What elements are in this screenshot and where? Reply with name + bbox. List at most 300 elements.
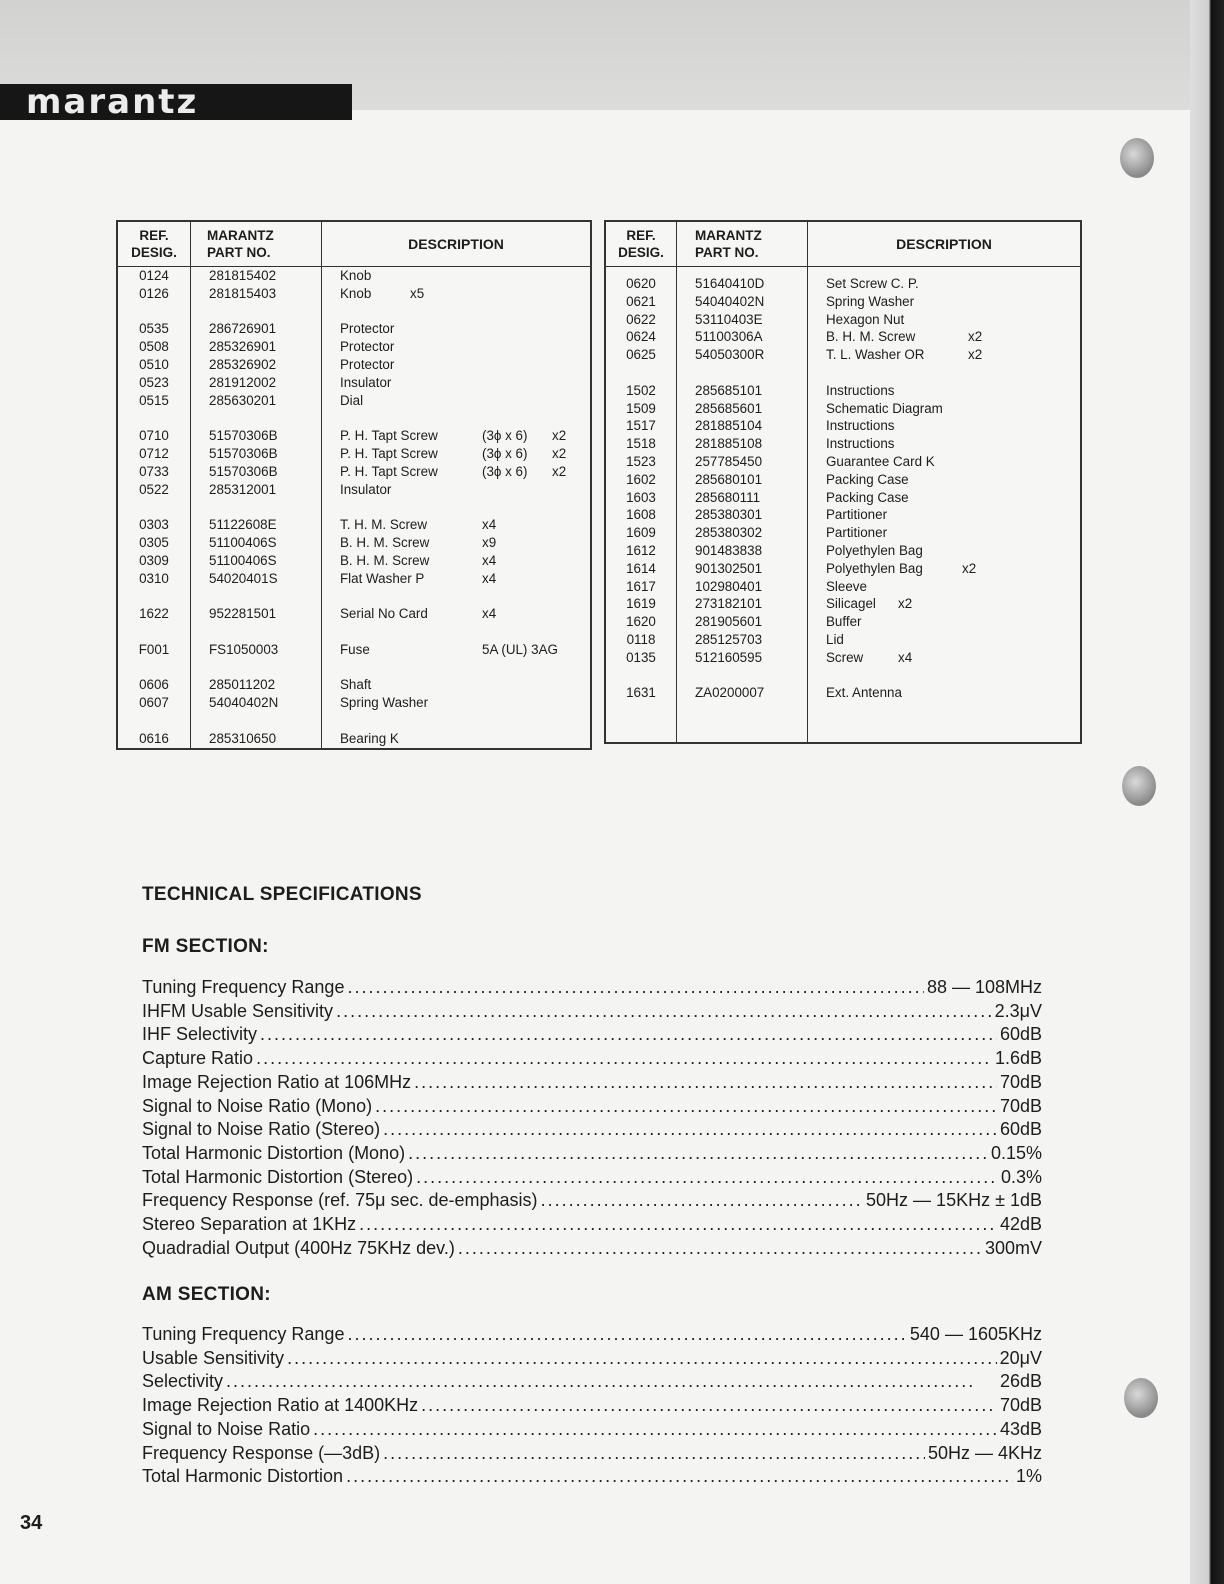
- description-text: B. H. M. Screw: [340, 534, 430, 550]
- part-number-cell: 285326901: [209, 339, 277, 355]
- part-number-cell: 51570306B: [209, 463, 278, 479]
- spec-row: [142, 976, 1042, 1000]
- ref-desig-cell: 0135: [626, 649, 656, 665]
- description-text: Fuse: [340, 641, 370, 657]
- description-text: Partitioner: [826, 525, 888, 541]
- description-cell: [322, 267, 590, 285]
- specs-title: TECHNICAL SPECIFICATIONS: [142, 884, 422, 905]
- spec-label: Quadradial Output (400Hz 75KHz dev.): [142, 1237, 455, 1258]
- quantity-text: x2: [898, 596, 913, 612]
- description-cell: [808, 328, 1080, 346]
- dot-leader: [260, 1023, 997, 1047]
- description-cell: [322, 303, 590, 321]
- header-description: DESCRIPTION: [808, 221, 1082, 267]
- part-number-cell: 285011202: [209, 677, 276, 693]
- description-cell: [322, 730, 590, 748]
- description-cell: [808, 489, 1080, 507]
- description-text: T. H. M. Screw: [340, 517, 428, 533]
- description-text: Instructions: [826, 436, 895, 452]
- dot-leader: [359, 1213, 997, 1237]
- spec-value: 70dB: [999, 1095, 1042, 1116]
- part-number-cell: 53110403E: [695, 311, 763, 327]
- description-text: Lid: [826, 631, 844, 647]
- description-column: [322, 267, 592, 749]
- dot-leader: [375, 1095, 997, 1119]
- description-cell: [322, 320, 590, 338]
- description-cell: [808, 311, 1080, 329]
- ref-desig-cell: 0622: [626, 311, 656, 327]
- quantity-text: x2: [552, 445, 567, 461]
- ref-desig-cell: 0508: [139, 339, 169, 355]
- spec-value: 20μV: [999, 1347, 1042, 1368]
- dot-leader: [347, 1323, 906, 1347]
- ref-desig-cell: 0523: [139, 374, 169, 390]
- ref-desig-cell: [118, 409, 190, 427]
- ref-desig-cell: 1502: [626, 382, 656, 398]
- part-number-column: [191, 267, 322, 749]
- description-cell: [322, 659, 590, 677]
- quantity-text: x2: [552, 463, 567, 479]
- spec-value: 70dB: [999, 1395, 1042, 1416]
- ref-desig-cell: 0625: [626, 347, 656, 363]
- part-number-cell: 281885104: [695, 418, 763, 434]
- part-number-cell: 281905601: [695, 614, 763, 630]
- dot-leader: [458, 1237, 982, 1261]
- description-cell: [322, 356, 590, 374]
- size-text: (3ϕ x 6): [482, 428, 528, 444]
- spec-row: [142, 1118, 1042, 1142]
- spec-label: Tuning Frequency Range: [142, 977, 345, 997]
- spec-row: [142, 1442, 1042, 1466]
- spec-value: 300mV: [984, 1237, 1042, 1258]
- description-text: Buffer: [826, 614, 862, 630]
- description-text: Screw: [826, 649, 864, 665]
- part-number-cell: 273182101: [695, 596, 763, 612]
- spec-label: Selectivity: [142, 1371, 224, 1392]
- spec-label: Frequency Response (—3dB): [142, 1442, 381, 1463]
- spec-value: 60dB: [999, 1024, 1042, 1045]
- part-number-cell: 285685101: [695, 382, 763, 398]
- ref-desig-cell: 0733: [139, 463, 169, 479]
- part-number-cell: 51100406S: [209, 534, 277, 550]
- part-number-cell: 285380301: [695, 507, 763, 523]
- spec-label: IHF Selectivity: [142, 1024, 258, 1045]
- description-cell: [808, 382, 1080, 400]
- ref-desig-cell: 0126: [139, 285, 169, 301]
- part-number-column: [677, 267, 808, 743]
- quantity-text: x2: [552, 428, 567, 444]
- spec-value: 1%: [1015, 1466, 1042, 1487]
- description-cell: [322, 338, 590, 356]
- ref-desig-cell: 0712: [139, 445, 169, 461]
- part-number-cell: [191, 623, 321, 641]
- quantity-text: x2: [968, 329, 983, 345]
- parts-table-right: [604, 220, 1082, 744]
- description-text: Bearing K: [340, 730, 399, 746]
- part-number-cell: 285380302: [695, 525, 763, 541]
- spec-row: [142, 1237, 1042, 1261]
- spec-label: Signal to Noise Ratio: [142, 1418, 311, 1439]
- ref-desig-cell: [118, 303, 190, 321]
- description-text: Spring Washer: [826, 293, 915, 309]
- spec-label: Capture Ratio: [142, 1048, 254, 1069]
- ref-desig-cell: 0310: [139, 570, 169, 586]
- description-text: Set Screw C. P.: [826, 276, 919, 291]
- part-number-cell: 285326902: [209, 356, 277, 372]
- description-cell: [808, 560, 1080, 578]
- spec-row: [142, 1166, 1042, 1190]
- spec-row: [142, 1394, 1042, 1418]
- spec-label: Total Harmonic Distortion (Stereo): [142, 1166, 414, 1187]
- dot-leader: [256, 1047, 992, 1071]
- description-text: B. H. M. Screw: [340, 552, 430, 568]
- part-number-cell: 51640410D: [695, 276, 765, 291]
- description-text: Packing Case: [826, 489, 909, 505]
- description-text: Schematic Diagram: [826, 400, 943, 416]
- ref-desig-cell: 0124: [139, 268, 169, 283]
- spec-value: 1.6dB: [994, 1048, 1042, 1069]
- description-cell: [808, 400, 1080, 418]
- description-cell: [322, 641, 590, 659]
- ref-desig-cell: 1619: [626, 596, 656, 612]
- description-text: Insulator: [340, 374, 392, 390]
- ref-desig-cell: 1612: [626, 542, 656, 558]
- spec-value: 88 — 108MHz: [926, 977, 1042, 997]
- ref-desig-cell: 0535: [139, 321, 169, 337]
- part-number-cell: 901483838: [695, 542, 763, 558]
- spec-value: 70dB: [999, 1071, 1042, 1092]
- dot-leader: [408, 1142, 988, 1166]
- dot-leader: [414, 1071, 997, 1095]
- dot-leader: [287, 1347, 997, 1371]
- description-cell: [808, 435, 1080, 453]
- size-text: (3ϕ x 6): [482, 445, 528, 461]
- description-cell: [808, 613, 1080, 631]
- spec-label: Tuning Frequency Range: [142, 1324, 345, 1344]
- ref-desig-cell: 0515: [139, 392, 169, 408]
- part-number-cell: 257785450: [695, 453, 763, 469]
- ref-desig-cell: 1620: [626, 614, 656, 630]
- part-number-cell: [191, 712, 321, 730]
- dot-leader: [336, 1000, 992, 1024]
- quantity-text: x9: [482, 534, 497, 550]
- ref-desig-cell: 1517: [626, 418, 656, 434]
- size-text: (3ϕ x 6): [482, 463, 528, 479]
- part-number-cell: 901302501: [695, 560, 763, 576]
- description-text: P. H. Tapt Screw: [340, 463, 438, 479]
- part-number-cell: 102980401: [695, 578, 763, 594]
- header-ref-desig: REF. DESIG.: [117, 221, 191, 267]
- description-cell: [808, 293, 1080, 311]
- ref-desig-cell: 1614: [626, 560, 656, 576]
- dot-leader: [383, 1442, 925, 1466]
- description-cell: [322, 534, 590, 552]
- description-cell: [322, 445, 590, 463]
- part-number-cell: 54050300R: [695, 347, 765, 363]
- header-part-no: MARANTZ PART NO.: [191, 221, 322, 267]
- ref-column: [117, 267, 191, 749]
- description-text: Instructions: [826, 418, 895, 434]
- spec-label: Frequency Response (ref. 75μ sec. de-emphasis): [142, 1190, 538, 1211]
- description-cell: [808, 649, 1080, 667]
- part-number-cell: 51570306B: [209, 445, 278, 461]
- part-number-cell: 285680111: [695, 489, 761, 505]
- marantz-logo: marantz: [0, 84, 352, 120]
- description-cell: [808, 364, 1080, 382]
- spec-row: [142, 1023, 1042, 1047]
- ref-desig-cell: 1609: [626, 525, 656, 541]
- spec-value: 540 — 1605KHz: [909, 1324, 1042, 1344]
- part-number-cell: 281885108: [695, 436, 763, 452]
- spec-label: IHFM Usable Sensitivity: [142, 1000, 334, 1021]
- description-cell: [322, 570, 590, 588]
- spec-label: Image Rejection Ratio at 106MHz: [142, 1071, 412, 1092]
- part-number-cell: 54020401S: [209, 570, 278, 586]
- description-text: P. H. Tapt Screw: [340, 445, 438, 461]
- quantity-text: x2: [968, 347, 983, 363]
- dot-leader: [541, 1189, 863, 1213]
- description-cell: [808, 631, 1080, 649]
- part-number-cell: 285680101: [695, 471, 763, 487]
- part-number-cell: [191, 587, 321, 605]
- description-cell: [808, 506, 1080, 524]
- description-cell: [322, 694, 590, 712]
- description-text: Protector: [340, 339, 395, 355]
- spec-value: 60dB: [999, 1119, 1042, 1140]
- punch-hole-middle: [1122, 766, 1156, 806]
- ref-desig-cell: 0118: [626, 631, 656, 647]
- description-cell: [322, 587, 590, 605]
- description-cell: [808, 275, 1080, 293]
- spec-row: [142, 1213, 1042, 1237]
- spec-row: [142, 1465, 1042, 1489]
- spec-label: Image Rejection Ratio at 1400KHz: [142, 1395, 419, 1416]
- part-number-cell: 281912002: [209, 374, 277, 390]
- size-text: 5A (UL) 3AG: [482, 641, 558, 657]
- spec-row: [142, 1142, 1042, 1166]
- ref-desig-cell: 0621: [626, 293, 656, 309]
- header-ref-desig: REF. DESIG.: [605, 221, 677, 267]
- part-number-cell: [191, 498, 321, 516]
- description-cell: [808, 578, 1080, 596]
- punch-hole-top: [1120, 138, 1154, 178]
- part-number-cell: 281815402: [209, 268, 277, 283]
- ref-desig-cell: [118, 498, 190, 516]
- fm-section-heading: FM SECTION:: [142, 936, 269, 957]
- parts-table-left: [116, 220, 592, 750]
- part-number-cell: 285125703: [695, 631, 763, 647]
- spec-row: [142, 1370, 1042, 1394]
- description-text: Partitioner: [826, 507, 888, 523]
- description-cell: [322, 712, 590, 730]
- description-text: Spring Washer: [340, 695, 429, 711]
- part-number-cell: [191, 659, 321, 677]
- quantity-text: x4: [482, 606, 497, 622]
- description-cell: [808, 595, 1080, 613]
- ref-desig-cell: [118, 659, 190, 677]
- ref-desig-cell: 1631: [626, 685, 656, 701]
- spec-label: Stereo Separation at 1KHz: [142, 1214, 357, 1234]
- spec-value: 50Hz — 4KHz: [927, 1442, 1042, 1463]
- quantity-text: x4: [482, 552, 497, 568]
- description-text: Ext. Antenna: [826, 685, 902, 701]
- spec-row: [142, 1418, 1042, 1442]
- spec-row: [142, 1189, 1042, 1213]
- description-cell: [322, 427, 590, 445]
- description-text: Instructions: [826, 382, 895, 398]
- description-cell: [322, 409, 590, 427]
- punch-hole-bottom: [1124, 1378, 1158, 1418]
- ref-desig-cell: 0510: [139, 356, 169, 372]
- part-number-cell: [191, 303, 321, 321]
- ref-desig-cell: 0303: [139, 517, 169, 533]
- ref-desig-cell: 0710: [139, 428, 169, 444]
- part-number-cell: 281815403: [209, 285, 277, 301]
- description-text: Protector: [340, 321, 395, 337]
- ref-desig-cell: 1509: [626, 400, 656, 416]
- part-number-cell: 51122608E: [209, 517, 277, 533]
- description-cell: [322, 481, 590, 499]
- spec-row: [142, 1000, 1042, 1024]
- page-number: 34: [20, 1512, 43, 1534]
- description-text: Knob: [340, 268, 372, 283]
- ref-desig-cell: 0305: [139, 534, 169, 550]
- ref-desig-cell: 1518: [626, 436, 656, 452]
- description-text: Dial: [340, 392, 364, 408]
- description-text: Hexagon Nut: [826, 311, 905, 327]
- ref-desig-cell: 1603: [626, 489, 656, 505]
- description-cell: [808, 667, 1080, 685]
- part-number-cell: [191, 409, 321, 427]
- description-text: Guarantee Card K: [826, 453, 935, 469]
- dot-leader: [313, 1418, 997, 1442]
- part-number-cell: 285685601: [695, 400, 763, 416]
- description-cell: [808, 471, 1080, 489]
- ref-desig-cell: [606, 364, 676, 382]
- spec-label: Usable Sensitivity: [142, 1347, 285, 1368]
- ref-desig-cell: 1602: [626, 471, 656, 487]
- dot-leader: [421, 1394, 997, 1418]
- description-cell: [322, 392, 590, 410]
- description-text: Flat Washer P: [340, 570, 425, 586]
- ref-desig-cell: 0616: [139, 730, 169, 746]
- description-text: Insulator: [340, 481, 392, 497]
- spec-value: 0.15%: [990, 1142, 1042, 1163]
- ref-column: [605, 267, 677, 743]
- description-text: Polyethylen Bag: [826, 542, 923, 558]
- spec-label: Total Harmonic Distortion (Mono): [142, 1142, 406, 1163]
- ref-desig-cell: 1523: [626, 453, 656, 469]
- ref-desig-cell: 0309: [139, 552, 169, 568]
- spec-row: [142, 1323, 1042, 1347]
- description-cell: [322, 623, 590, 641]
- part-number-cell: [677, 667, 807, 685]
- description-cell: [808, 524, 1080, 542]
- part-number-cell: 285312001: [209, 481, 277, 497]
- description-cell: [322, 516, 590, 534]
- part-number-cell: 54040402N: [209, 695, 279, 711]
- header-description: DESCRIPTION: [322, 221, 592, 267]
- description-cell: [808, 417, 1080, 435]
- ref-desig-cell: 0607: [139, 695, 169, 711]
- header-part-no: MARANTZ PART NO.: [677, 221, 808, 267]
- ref-desig-cell: [606, 667, 676, 685]
- ref-desig-cell: 1617: [626, 578, 656, 594]
- spec-value: 43dB: [999, 1418, 1042, 1439]
- description-text: Sleeve: [826, 578, 867, 594]
- am-section-heading: AM SECTION:: [142, 1284, 271, 1305]
- description-cell: [808, 542, 1080, 560]
- description-text: B. H. M. Screw: [826, 329, 916, 345]
- ref-desig-cell: [118, 623, 190, 641]
- description-cell: [322, 498, 590, 516]
- quantity-text: x2: [962, 560, 977, 576]
- description-text: Packing Case: [826, 471, 909, 487]
- description-text: Protector: [340, 356, 395, 372]
- description-text: Polyethylen Bag: [826, 560, 923, 576]
- description-cell: [322, 552, 590, 570]
- description-text: Serial No Card: [340, 606, 428, 622]
- spec-label: Signal to Noise Ratio (Mono): [142, 1095, 373, 1116]
- part-number-cell: 51100306A: [695, 329, 763, 345]
- ref-desig-cell: [118, 712, 190, 730]
- quantity-text: x4: [482, 570, 497, 586]
- dot-leader: [226, 1370, 997, 1394]
- spec-value: 42dB: [999, 1214, 1042, 1234]
- spec-label: Total Harmonic Distortion: [142, 1466, 344, 1487]
- description-text: Shaft: [340, 677, 372, 693]
- description-text: Silicagel: [826, 596, 876, 612]
- part-number-cell: 54040402N: [695, 293, 765, 309]
- description-text: T. L. Washer OR: [826, 347, 925, 363]
- spec-row: [142, 1047, 1042, 1071]
- description-cell: [322, 285, 590, 303]
- description-cell: [322, 463, 590, 481]
- description-text: P. H. Tapt Screw: [340, 428, 438, 444]
- ref-desig-cell: F001: [138, 641, 170, 657]
- spec-value: 50Hz — 15KHz ± 1dB: [866, 1190, 1042, 1211]
- description-column: [808, 267, 1082, 743]
- ref-desig-cell: 0606: [139, 677, 169, 693]
- description-cell: [322, 605, 590, 623]
- spec-value: 26dB: [999, 1371, 1042, 1392]
- dot-leader: [346, 1465, 1013, 1489]
- quantity-text: x5: [410, 285, 425, 301]
- description-cell: [808, 453, 1080, 471]
- part-number-cell: [677, 364, 807, 382]
- ref-desig-cell: 0624: [626, 329, 656, 345]
- spec-value: 0.3%: [1000, 1166, 1042, 1187]
- description-text: Knob: [340, 285, 372, 301]
- description-cell: [322, 676, 590, 694]
- part-number-cell: FS1050003: [209, 641, 279, 657]
- dot-leader: [383, 1118, 997, 1142]
- ref-desig-cell: 1608: [626, 507, 656, 523]
- dot-leader: [347, 976, 923, 1000]
- spec-value: 2.3μV: [994, 1000, 1042, 1021]
- part-number-cell: ZA0200007: [695, 685, 765, 701]
- part-number-cell: 51570306B: [209, 428, 278, 444]
- part-number-cell: 952281501: [209, 606, 277, 622]
- part-number-cell: 285310650: [209, 730, 277, 746]
- description-cell: [322, 374, 590, 392]
- spec-row: [142, 1071, 1042, 1095]
- part-number-cell: 51100406S: [209, 552, 277, 568]
- description-cell: [808, 346, 1080, 364]
- spec-row: [142, 1347, 1042, 1371]
- ref-desig-cell: 0522: [139, 481, 169, 497]
- ref-desig-cell: 1622: [139, 606, 169, 622]
